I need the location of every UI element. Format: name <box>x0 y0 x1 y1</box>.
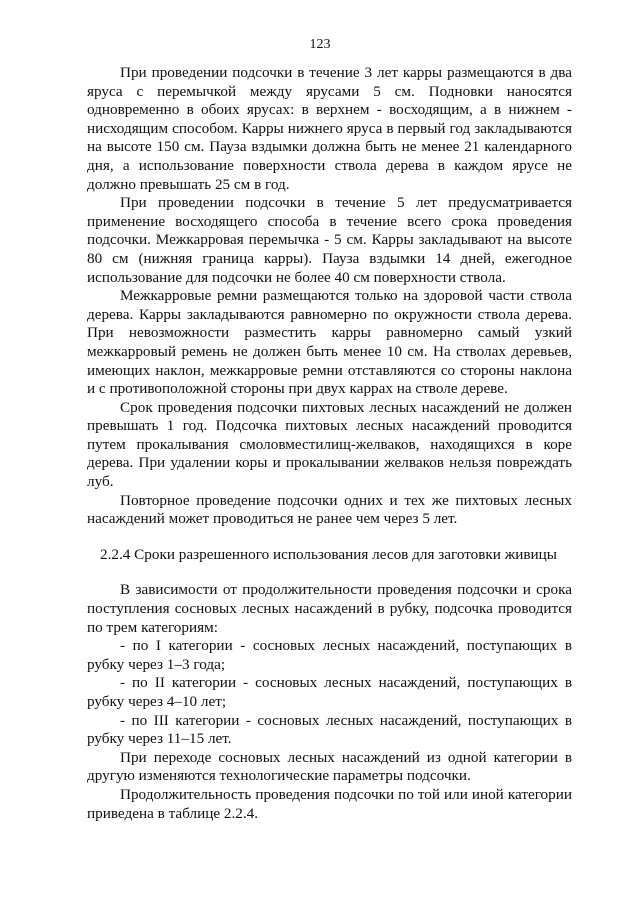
paragraph-five-year-tapping: При проведении подсочки в течение 5 лет предусматривается применение восходящего способа в течение всего срока проведения подсочки. Межкарровая перемычка - 5 см. Карры закладывают на высоте 80 см (нижняя граница карры). Пауза вздымки 14 дней, ежегодное использование для подсочки не более 40 см поверхности ствола. <box>87 194 572 286</box>
category-item-2: - по II категории - сосновых лесных насаждений, поступающих в рубку через 4–10 лет; <box>87 674 572 710</box>
category-item-3: - по III категории - сосновых лесных насаждений, поступающих в рубку через 11–15 лет. <box>87 711 572 748</box>
page-content <box>87 64 572 823</box>
paragraph-table-reference: Продолжительность проведения подсочки по той или иной категории приведена в таблице 2.2.4. <box>87 785 572 822</box>
heading-spacer <box>87 564 572 581</box>
paragraph-category-transition: При переходе сосновых лесных насаждений из одной категории в другую изменяются технологические параметры подсочки. <box>87 748 572 785</box>
category-item-1: - по I категории - сосновых лесных насаждений, поступающих в рубку через 1–3 года; <box>87 637 572 673</box>
paragraph-categories-intro: В зависимости от продолжительности проведения подсочки и срока поступления сосновых лесных насаждений в рубку, подсочка проводится по трем категориям: <box>87 581 572 636</box>
page-number: 123 <box>309 37 331 52</box>
section-heading: 2.2.4 Сроки разрешенного использования лесов для заготовки живицы <box>100 545 557 563</box>
paragraph-three-year-tapping: При проведении подсочки в течение 3 лет карры размещаются в два яруса с перемычкой между ярусами 5 см. Подновки наносятся одновременно в обоих ярусах: в верхнем - восходящим, а в нижнем - нисходящим способом. Карры нижнего яруса в первый год закладываются на высоте 150 см. Пауза вздымки должна быть не менее 21 календарного дня, а использование поверхности ствола дерева в каждом ярусе не должно превышать 25 см в год. <box>87 64 572 193</box>
paragraph-inter-carre-strips: Межкарровые ремни размещаются только на здоровой части ствола дерева. Карры закладываются равномерно по окружности ствола дерева. При невозможности разместить карры равномерно самый узкий межкарровый ремень не должен быть менее 10 см. На стволах деревьев, имеющих наклон, межкарровые ремни отставляются со стороны наклона и с противоположной стороны при двух каррах на стволе дереве. <box>87 287 572 398</box>
paragraph-fir-tapping-term: Срок проведения подсочки пихтовых лесных насаждений не должен превышать 1 год. Подсочка пихтовых лесных насаждений проводится путем прокалывания смоловместилищ-желваков, находящихся в коре дерева. При удалении коры и прокалывании желваков нельзя повреждать луб. <box>87 398 572 491</box>
paragraph-repeat-fir-tapping: Повторное проведение подсочки одних и тех же пихтовых лесных насаждений может проводиться не ранее чем через 5 лет. <box>87 491 572 528</box>
